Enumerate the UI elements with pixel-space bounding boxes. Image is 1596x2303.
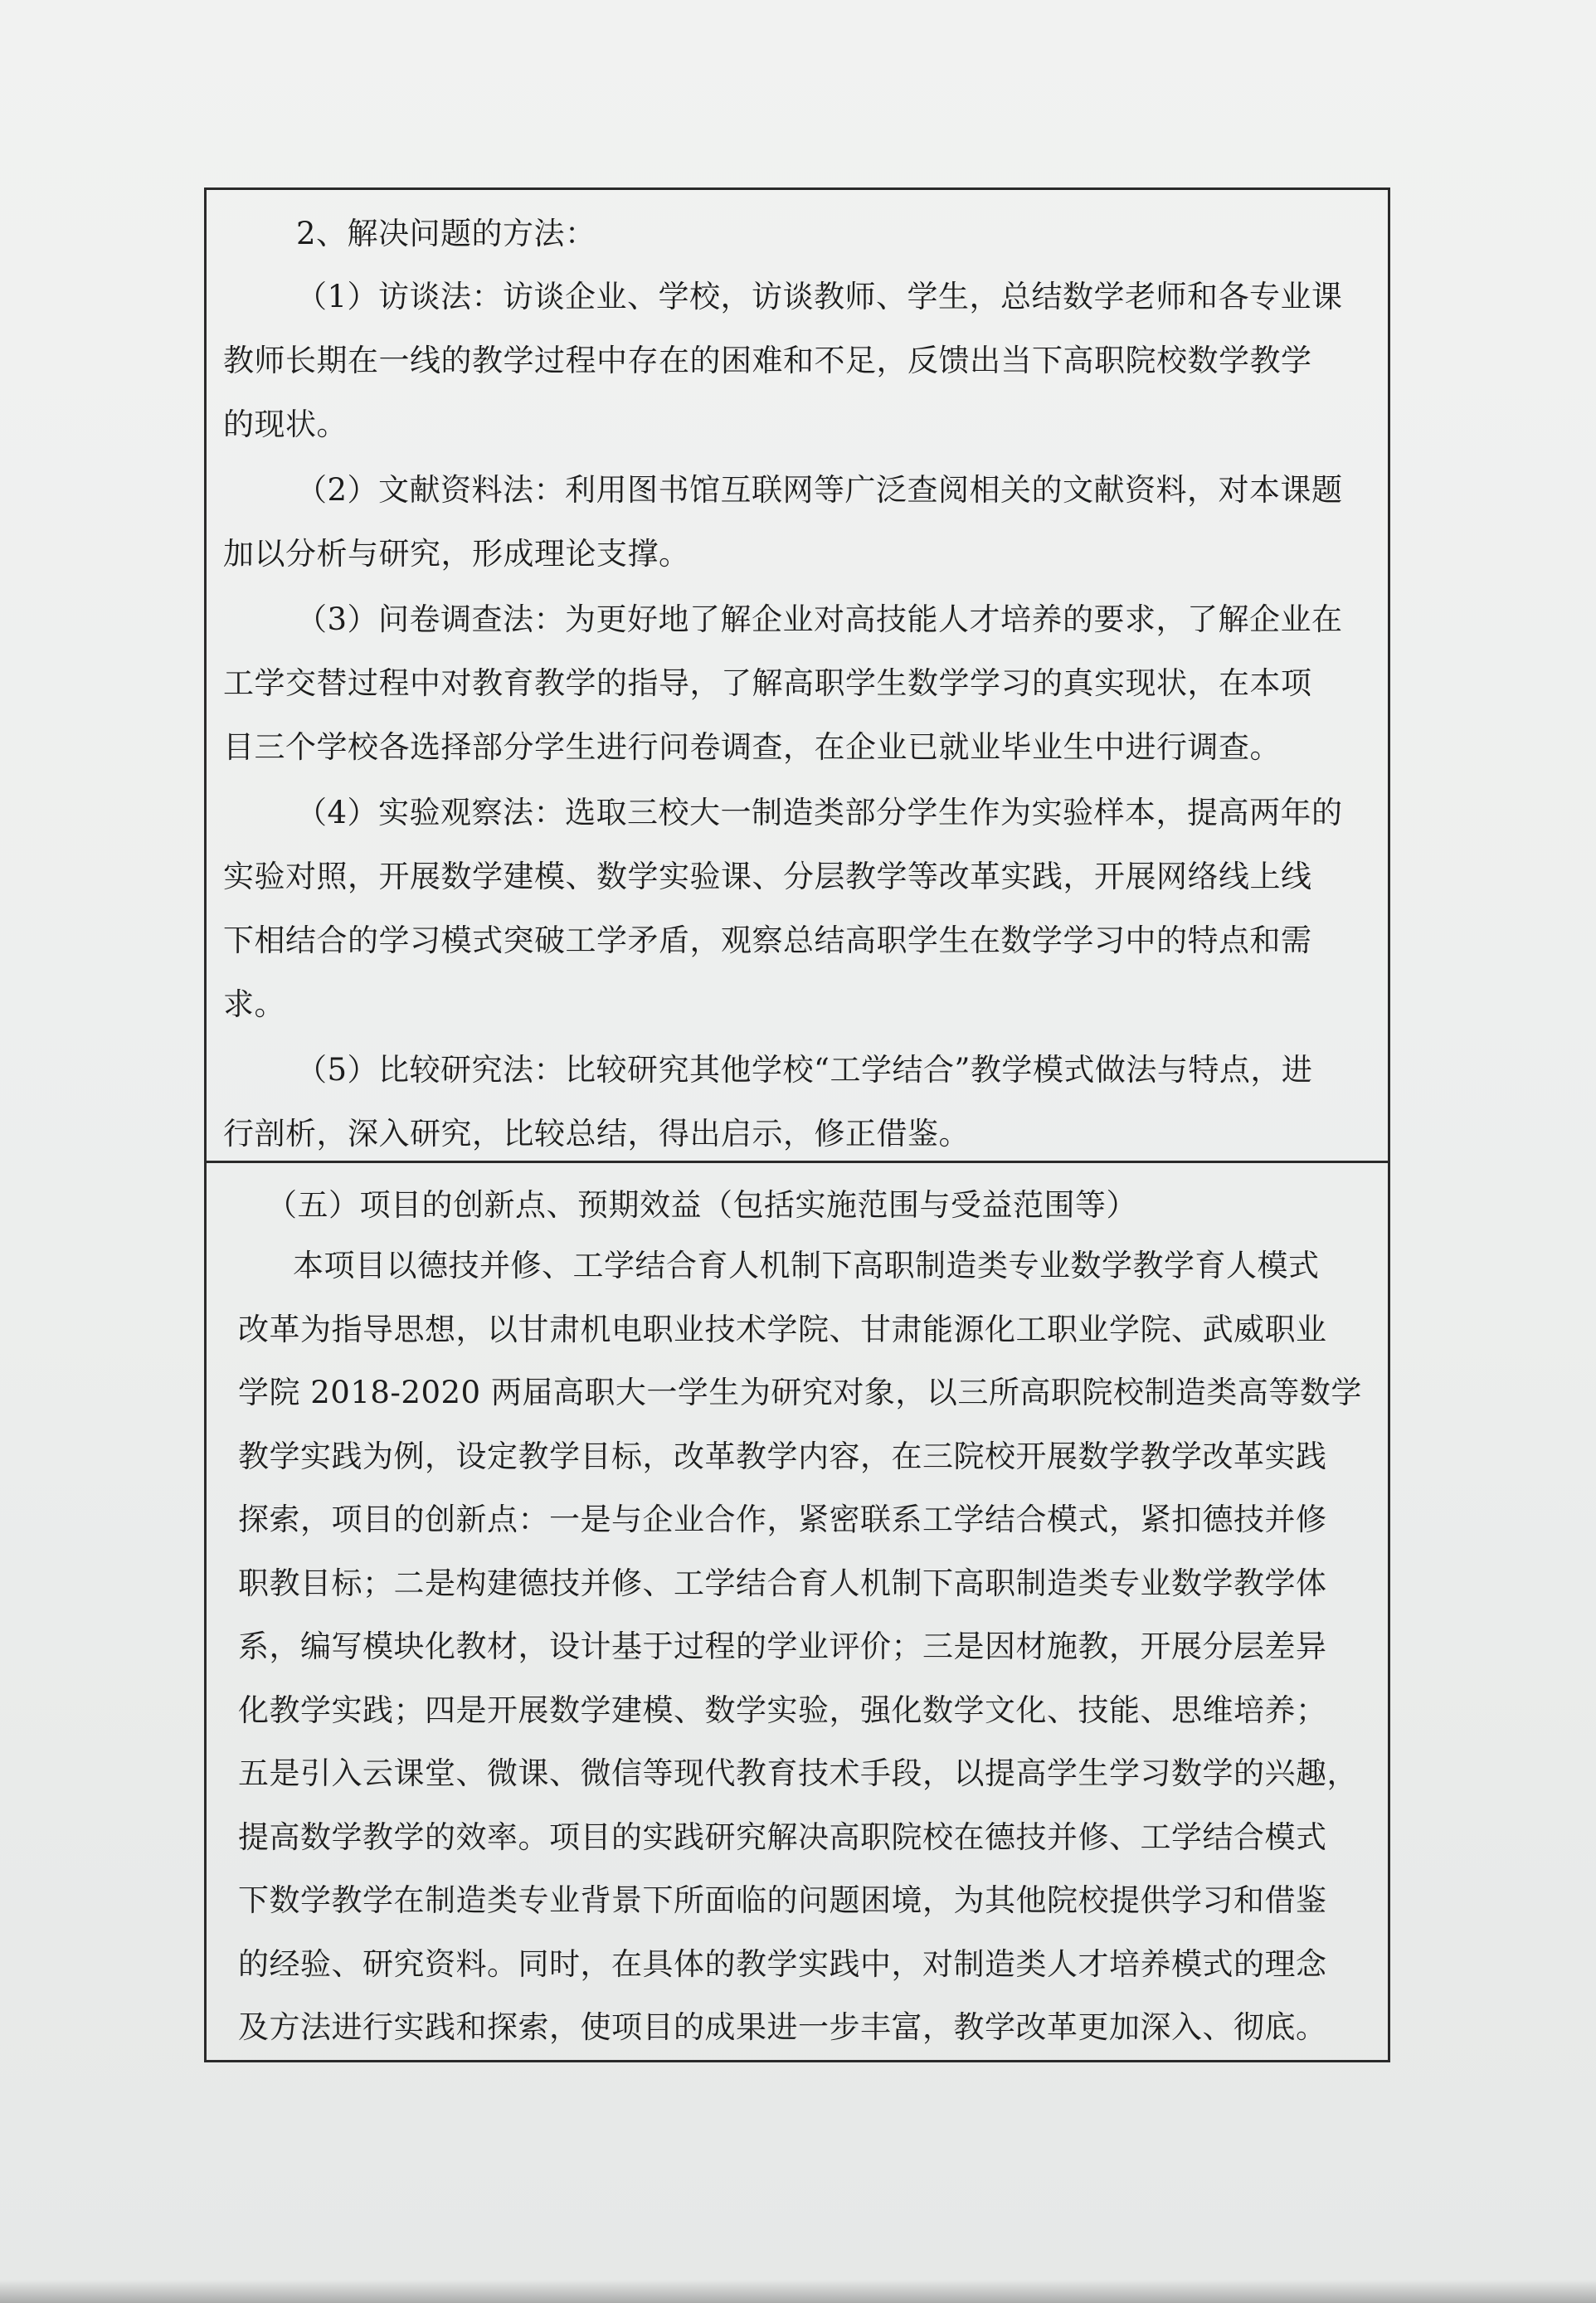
paragraph-line: 教师长期在一线的教学过程中存在的困难和不足，反馈出当下高职院校数学教学 [223,343,1312,378]
method-questionnaire [223,587,1371,779]
paragraph-line: （5）比较研究法：比较研究其他学校“工学结合”教学模式做法与特点，进 [296,1052,1313,1088]
paragraph-line: 实验对照，开展数学建模、数学实验课、分层教学等改革实践，开展网络线上线 [223,859,1312,894]
paragraph-line: （1）访谈法：访谈企业、学校，访谈教师、学生，总结数学老师和各专业课 [296,279,1343,314]
methods-section [207,190,1388,1161]
paragraph-line: 下相结合的学习模式突破工学矛盾，观察总结高职学生在数学学习中的特点和需 [223,923,1312,958]
paragraph-line: 化教学实践；四是开展数学建模、数学实验，强化数学文化、技能、思维培养； [238,1692,1327,1728]
paragraph-line: 提高数学教学的效率。项目的实践研究解决高职院校在德技并修、工学结合模式 [238,1819,1327,1855]
paragraph-line: 目三个学校各选择部分学生进行问卷调查，在企业已就业毕业生中进行调查。 [223,729,1281,765]
method-experiment [223,781,1371,1036]
paragraph-line: 系，编写模块化教材，设计基于过程的学业评价；三是因材施教，开展分层差异 [238,1629,1327,1664]
paragraph-line: 探索，项目的创新点：一是与企业合作，紧密联系工学结合模式，紧扣德技并修 [238,1502,1327,1537]
paragraph-line: 求。 [223,986,285,1022]
paragraph-line: （2）文献资料法：利用图书馆互联网等广泛查阅相关的文献资料，对本课题 [296,472,1343,508]
application-form-table [204,187,1390,2062]
paragraph-line: 本项目以德技并修、工学结合育人机制下高职制造类专业数学教学育人模式 [293,1248,1320,1283]
paragraph-line: 加以分析与研究，形成理论支撑。 [223,536,690,572]
innovation-paragraph [238,1234,1371,2060]
paragraph-line: 五是引入云课堂、微课、微信等现代教育技术手段，以提高学生学习数学的兴趣， [238,1755,1358,1791]
method-interview [223,265,1371,456]
paragraph-line: （4）实验观察法：选取三校大一制造类部分学生作为实验样本，提高两年的 [296,795,1343,830]
paragraph-line: 教学实践为例，设定教学目标，改革教学内容，在三院校开展数学教学改革实践 [238,1438,1327,1474]
paragraph-line: 的现状。 [223,407,348,442]
paragraph-line: 的经验、研究资料。同时，在具体的教学实践中，对制造类人才培养模式的理念 [238,1945,1327,1982]
paragraph-line: 学院 2018-2020 两届高职大一学生为研究对象，以三所高职院校制造类高等数学 [238,1375,1362,1410]
paragraph-line: 行剖析，深入研究，比较总结，得出启示，修正借鉴。 [223,1116,970,1152]
method-comparison [223,1038,1371,1166]
page-bottom-shadow [0,2280,1596,2303]
paragraph-line: 及方法进行实践和探索，使项目的成果进一步丰富，教学改革更加深入、彻底。 [238,2009,1327,2045]
method-literature [223,458,1371,586]
paragraph-line: 改革为指导思想，以甘肃机电职业技术学院、甘肃能源化工职业学院、武威职业 [238,1311,1327,1347]
paragraph-line: 职教目标；二是构建德技并修、工学结合育人机制下高职制造类专业数学教学体 [238,1565,1327,1601]
paragraph-line: 下数学教学在制造类专业背景下所面临的问题困境，为其他院校提供学习和借鉴 [238,1882,1327,1918]
methods-heading: 2、解决问题的方法： [296,216,596,251]
paragraph-line: 工学交替过程中对教育教学的指导，了解高职学生数学学习的真实现状，在本项 [223,665,1312,701]
paragraph-line: （3）问卷调查法：为更好地了解企业对高技能人才培养的要求，了解企业在 [296,601,1343,637]
innovation-section [207,1161,1388,2060]
innovation-heading: （五）项目的创新点、预期效益（包括实施范围与受益范围等） [266,1187,1137,1223]
